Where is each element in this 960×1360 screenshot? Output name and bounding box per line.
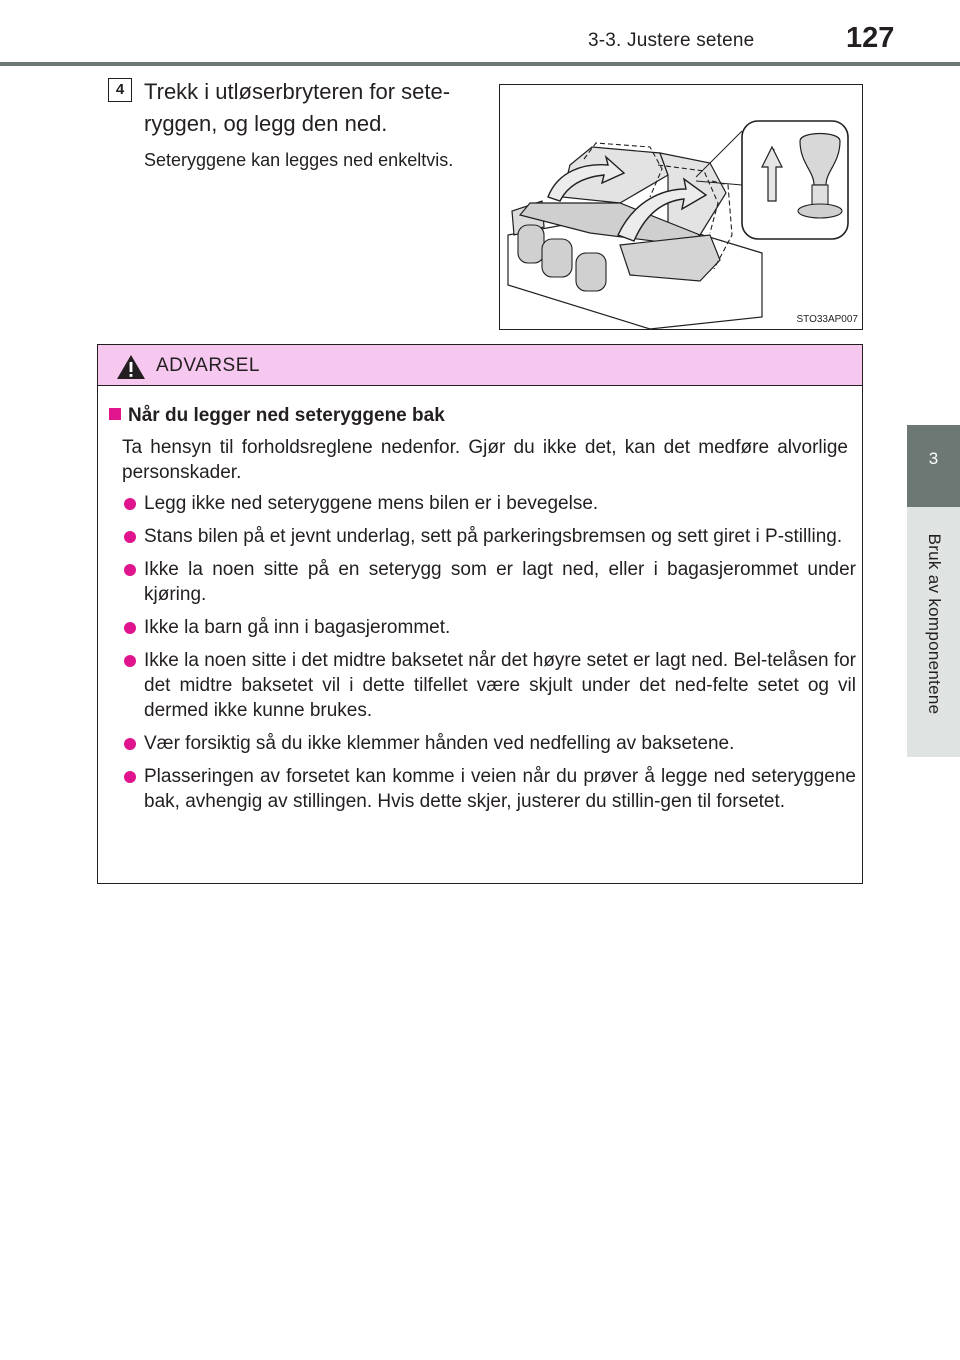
page-number: 127	[846, 22, 895, 54]
list-item-text: Vær forsiktig så du ikke klemmer hånden ved nedfelling av baksetene.	[144, 733, 735, 754]
list-item	[122, 648, 856, 723]
list-item	[122, 615, 856, 640]
warning-list	[122, 491, 856, 822]
warning-triangle-icon	[116, 354, 146, 380]
step-number-badge: 4	[108, 78, 132, 102]
bullet-dot-icon	[124, 564, 136, 576]
bullet-dot-icon	[124, 498, 136, 510]
list-item-text: Legg ikke ned seteryggene mens bilen er i bevegelse.	[144, 493, 599, 514]
warning-title: ADVARSEL	[156, 355, 260, 376]
warning-intro: Ta hensyn til forholdsreglene nedenfor. Gjør du ikke det, kan det medføre alvorlige personskader.	[122, 437, 848, 483]
list-item	[122, 557, 856, 607]
list-item-text: Plasseringen av forsetet kan komme i veien når du prøver å legge ned seteryggene bak, avhengig av stillingen. Hvis dette skjer, justerer du stillin-gen til forsetet.	[144, 766, 856, 812]
list-item-text: Stans bilen på et jevnt underlag, sett på parkeringsbremsen og sett giret i P-stilling.	[144, 526, 843, 547]
warning-header	[98, 345, 862, 386]
list-item	[122, 764, 856, 814]
warning-box	[97, 344, 863, 884]
bullet-dot-icon	[124, 531, 136, 543]
step-heading: Trekk i utløserbryteren for sete-ryggen, og legg den ned.	[144, 79, 451, 136]
warning-subheading-text: Når du legger ned seteryggene bak	[128, 405, 445, 426]
rear-seat-diagram	[500, 85, 862, 329]
bullet-dot-icon	[124, 738, 136, 750]
list-item-text: Ikke la barn gå inn i bagasjerommet.	[144, 617, 451, 638]
chapter-title: Bruk av komponentene	[925, 533, 944, 715]
list-item	[122, 524, 856, 549]
figure-code: STO33AP007	[796, 314, 858, 325]
list-item-text: Ikke la noen sitte på en seterygg som er lagt ned, eller i bagasjerommet under kjøring.	[144, 559, 856, 605]
seat-fold-illustration	[499, 84, 863, 330]
list-item	[122, 491, 856, 516]
chapter-number: 3	[928, 449, 939, 468]
chapter-tab	[907, 425, 960, 507]
bullet-dot-icon	[124, 655, 136, 667]
list-item-text: Ikke la noen sitte i det midtre baksetet når det høyre setet er lagt ned. Bel-telåsen for det midtre baksetet vil i dette tilfellet være skjult under det ned-felte setet og vil dermed ikke kunne brukes.	[144, 650, 856, 721]
header-rule	[0, 62, 960, 66]
square-bullet-icon	[109, 408, 121, 420]
bullet-dot-icon	[124, 622, 136, 634]
step-description: Seteryggene kan legges ned enkeltvis.	[144, 150, 454, 170]
list-item	[122, 731, 856, 756]
warning-subheading	[109, 405, 445, 427]
bullet-dot-icon	[124, 771, 136, 783]
section-title: 3-3. Justere setene	[588, 30, 755, 51]
